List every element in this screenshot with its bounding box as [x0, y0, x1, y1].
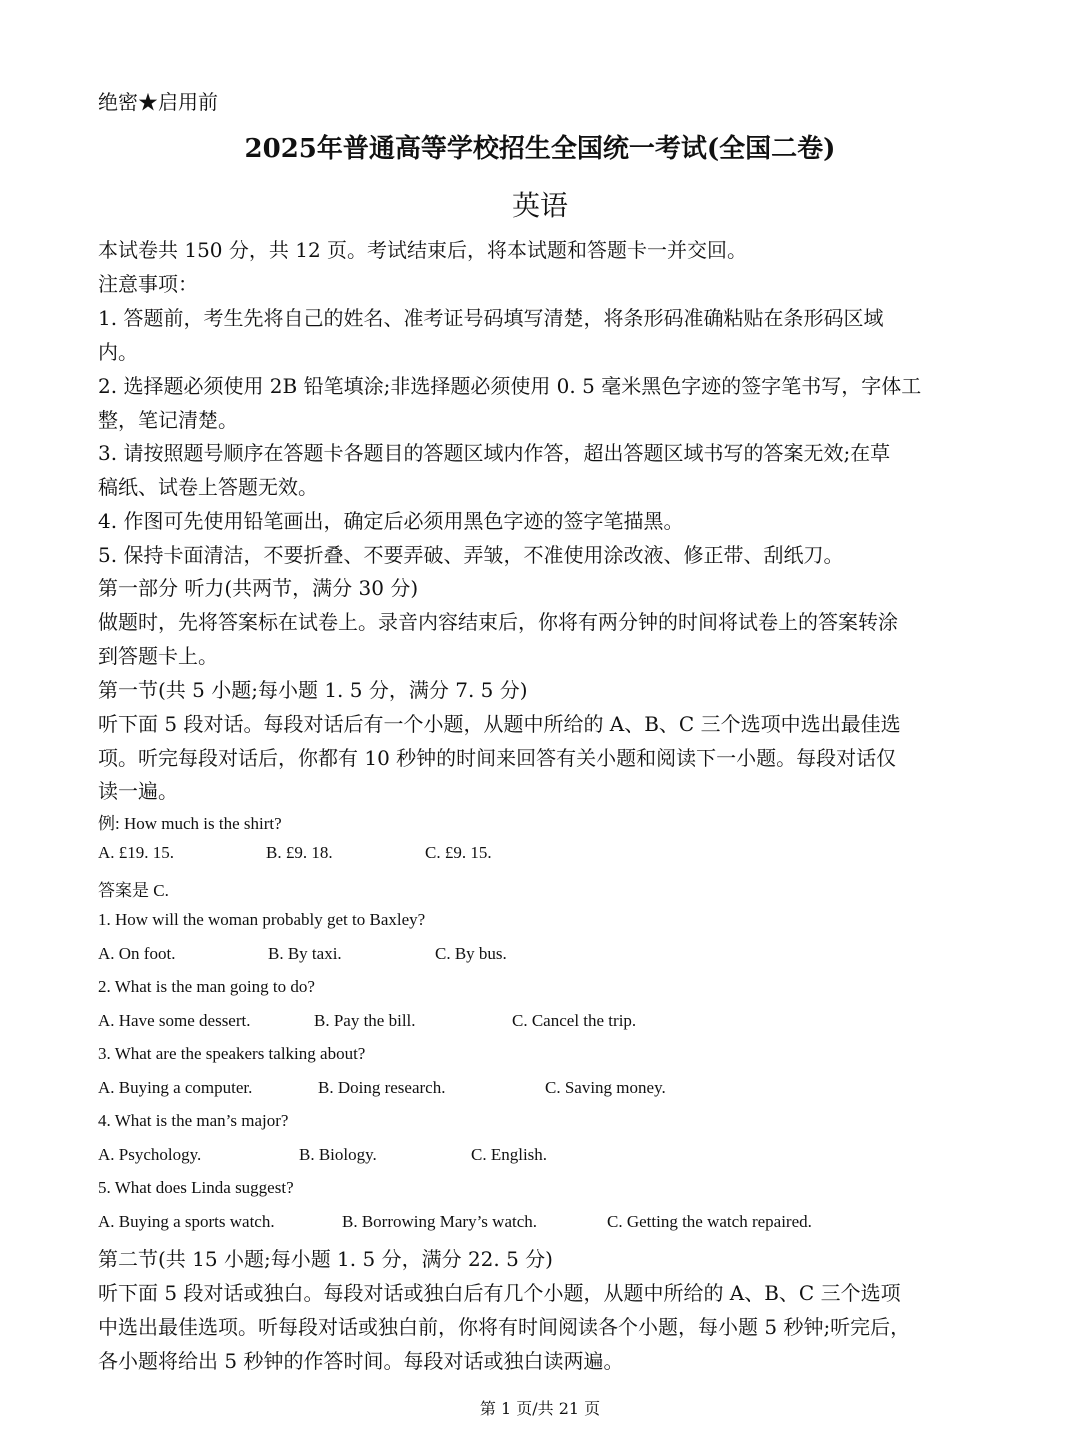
question-3: 3. What are the speakers talking about? [98, 1044, 366, 1063]
question-3-option-c: C. Saving money. [545, 1078, 666, 1097]
question-1-option-c: C. By bus. [435, 944, 507, 963]
notice-heading: 注意事项： [98, 272, 198, 296]
section2-heading: 第二节(共 15 小题;每小题 1. 5 分，满分 22. 5 分) [98, 1247, 553, 1271]
question-4-option-c: C. English. [471, 1145, 548, 1164]
section2-instruction-line: 听下面 5 段对话或独白。每段对话或独白后有几个小题，从题中所给的 A、B、C 三个选项 [98, 1281, 901, 1305]
part1-instruction-line: 到答题卡上。 [98, 644, 218, 668]
notice-line: 4. 作图可先使用铅笔画出，确定后必须用黑色字迹的签字笔描黑。 [98, 509, 684, 533]
question-3-option-b: B. Doing research. [318, 1078, 446, 1097]
question-4: 4. What is the man’s major? [98, 1111, 289, 1130]
section2-instruction-line: 中选出最佳选项。听每段对话或独白前，你将有时间阅读各个小题，每小题 5 秒钟;听完后， [98, 1315, 911, 1339]
notice-line: 稿纸、试卷上答题无效。 [98, 475, 318, 499]
question-3-option-a: A. Buying a computer. [98, 1078, 253, 1097]
notice-line: 3. 请按照题号顺序在答题卡各题目的答题区域内作答，超出答题区域书写的答案无效;在草 [98, 441, 891, 465]
section1-instruction-line: 听下面 5 段对话。每段对话后有一个小题，从题中所给的 A、B、C 三个选项中选出最佳选 [98, 712, 901, 736]
example-option-a: A. £19. 15. [98, 843, 175, 862]
section1-instruction-line: 项。听完每段对话后，你都有 10 秒钟的时间来回答有关小题和阅读下一小题。每段对话仅 [98, 746, 897, 770]
part1-instruction-line: 做题时，先将答案标在试卷上。录音内容结束后，你将有两分钟的时间将试卷上的答案转涂 [98, 610, 898, 634]
notice-line: 1. 答题前，考生先将自己的姓名、准考证号码填写清楚，将条形码准确粘贴在条形码区域 [98, 306, 884, 330]
example-option-c: C. £9. 15. [425, 843, 492, 862]
example-answer: 答案是 C. [98, 881, 169, 900]
page-number: 第 1 页/共 21 页 [479, 1399, 601, 1418]
question-5-option-c: C. Getting the watch repaired. [607, 1212, 812, 1231]
question-4-option-a: A. Psychology. [98, 1145, 202, 1164]
subject-title: 英语 [511, 189, 568, 222]
question-1: 1. How will the woman probably get to Baxley? [98, 910, 426, 929]
section2-instruction-line: 各小题将给出 5 秒钟的作答时间。每段对话或独白读两遍。 [98, 1349, 624, 1373]
question-1-option-b: B. By taxi. [268, 944, 342, 963]
question-5-option-a: A. Buying a sports watch. [98, 1212, 275, 1231]
question-5: 5. What does Linda suggest? [98, 1178, 294, 1197]
notice-line: 2. 选择题必须使用 2B 铅笔填涂;非选择题必须使用 0. 5 毫米黑色字迹的签字笔书写，字体工 [98, 374, 922, 398]
section1-instruction-line: 读一遍。 [98, 779, 178, 803]
notice-line: 5. 保持卡面清洁，不要折叠、不要弄破、弄皱，不准使用涂改液、修正带、刮纸刀。 [98, 543, 844, 567]
section1-heading: 第一节(共 5 小题;每小题 1. 5 分，满分 7. 5 分) [98, 678, 528, 702]
notice-line: 内。 [98, 340, 138, 364]
question-5-option-b: B. Borrowing Mary’s watch. [342, 1212, 538, 1231]
exam-summary: 本试卷共 150 分，共 12 页。考试结束后，将本试题和答题卡一并交回。 [98, 238, 748, 262]
question-4-option-b: B. Biology. [299, 1145, 377, 1164]
exam-title: 2025年普通高等学校招生全国统一考试(全国二卷) [244, 134, 836, 164]
part1-heading: 第一部分 听力(共两节，满分 30 分) [98, 576, 419, 600]
question-2-option-c: C. Cancel the trip. [512, 1011, 637, 1030]
question-2-option-a: A. Have some dessert. [98, 1011, 251, 1030]
example-option-b: B. £9. 18. [266, 843, 333, 862]
question-1-option-a: A. On foot. [98, 944, 176, 963]
question-2-option-b: B. Pay the bill. [314, 1011, 416, 1030]
notice-line: 整，笔记清楚。 [98, 408, 238, 432]
confidential-mark: 绝密★启用前 [98, 90, 218, 114]
question-2: 2. What is the man going to do? [98, 977, 315, 996]
example-question: 例: How much is the shirt? [98, 814, 282, 833]
